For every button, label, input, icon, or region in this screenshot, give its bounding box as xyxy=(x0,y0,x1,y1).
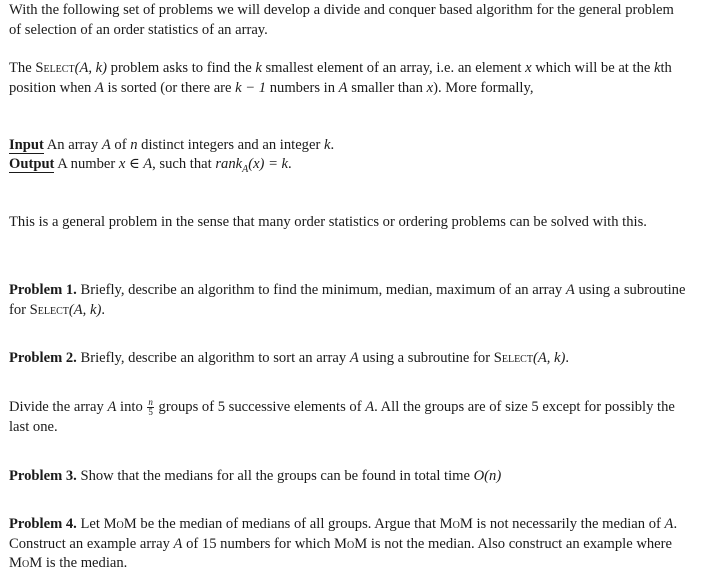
fraction-numerator: n xyxy=(148,397,153,408)
math: k xyxy=(255,60,262,76)
text: of 15 numbers for which xyxy=(182,535,335,552)
math: A xyxy=(664,516,674,532)
text: . xyxy=(330,137,335,153)
math: A xyxy=(365,399,375,415)
text: . Construct an example array xyxy=(9,516,678,552)
general-paragraph xyxy=(9,213,689,233)
output-label: Output xyxy=(9,156,55,172)
math: k xyxy=(654,60,661,76)
math: O(n) xyxy=(473,468,502,484)
text: The xyxy=(9,60,36,76)
output-line xyxy=(9,155,689,179)
fraction-denominator: 5 xyxy=(148,407,153,418)
math: A xyxy=(173,535,183,552)
math: A xyxy=(94,79,104,96)
mom-term: MoM xyxy=(9,555,43,571)
problem-4 xyxy=(9,515,689,574)
input-line xyxy=(9,136,689,156)
text: ). More formally, xyxy=(433,79,534,96)
select-term: Select xyxy=(29,301,69,318)
mom-term: MoM xyxy=(439,516,473,532)
text: using a subroutine for xyxy=(358,350,494,366)
math: A xyxy=(349,350,359,366)
mom-term: MoM xyxy=(103,516,137,532)
math: (x) = k xyxy=(248,156,289,172)
text: . All the groups are of size 5 except for possibly the last one. xyxy=(9,399,675,435)
text: Divide the array xyxy=(9,399,108,415)
text: be the median of medians of all groups. Argue that xyxy=(136,516,440,532)
text: . xyxy=(288,156,292,172)
math: rank xyxy=(215,156,243,172)
intro-paragraph xyxy=(9,1,689,40)
text: An array xyxy=(43,137,102,153)
text: problem asks to find the xyxy=(107,60,256,76)
text: is not necessarily the median of xyxy=(472,516,665,532)
math: A xyxy=(101,137,111,153)
math: k − 1 xyxy=(235,79,267,96)
text: distinct integers and an integer xyxy=(137,137,324,153)
select-term: Select xyxy=(493,350,533,366)
text: is not the median. Also construct an example where xyxy=(367,535,672,552)
math: (A, k) xyxy=(532,350,566,366)
text: Show that the medians for all the groups can be found in total time xyxy=(76,468,474,484)
problem-label: Problem 2. xyxy=(9,350,77,366)
input-label: Input xyxy=(9,137,44,153)
text: A number xyxy=(54,156,119,172)
general-text: This is a general problem in the sense that many order statistics or ordering problems can be solved with this. xyxy=(9,214,647,230)
text: . xyxy=(565,350,570,366)
text: . xyxy=(101,301,105,318)
math: x xyxy=(525,60,532,76)
select-term: Select xyxy=(35,60,75,76)
text: smallest element of an array, i.e. an element xyxy=(261,60,526,76)
problem-label: Problem 4. xyxy=(9,516,77,532)
math: (A, k) xyxy=(68,301,102,318)
problem-3 xyxy=(9,467,689,487)
math: k xyxy=(323,137,331,153)
text: is sorted (or there are xyxy=(103,79,236,96)
math: A xyxy=(565,282,575,298)
text: is the median. xyxy=(42,555,128,571)
math: n xyxy=(130,137,138,153)
text: Let xyxy=(76,516,104,532)
intro-text: With the following set of problems we will develop a divide and conquer based algorithm for the general problem of selection of an order statistics of an array. xyxy=(9,2,674,38)
problem-label: Problem 1. xyxy=(9,282,77,298)
math: x xyxy=(426,79,434,96)
text: groups of 5 successive elements of xyxy=(154,399,366,415)
mom-term: MoM xyxy=(334,535,368,552)
math-subscript: A xyxy=(242,163,249,175)
problem-2 xyxy=(9,349,689,369)
text: , such that xyxy=(152,156,216,172)
problem-label: Problem 3. xyxy=(9,468,77,484)
text: th position when xyxy=(9,60,672,96)
math: (A, k) xyxy=(74,60,107,76)
math: A xyxy=(107,399,117,415)
math: A xyxy=(338,79,348,96)
text: numbers in xyxy=(266,79,339,96)
problem-1 xyxy=(9,281,689,320)
text: Briefly, describe an algorithm to sort an array xyxy=(76,350,350,366)
text: of xyxy=(110,137,131,153)
divide-paragraph xyxy=(9,398,689,437)
math: x ∈ A xyxy=(118,156,153,172)
select-definition-paragraph xyxy=(9,59,689,98)
text: using a subroutine for xyxy=(9,282,686,318)
fraction-n-over-5 xyxy=(147,398,154,417)
text: which will be at the xyxy=(531,60,654,76)
text: smaller than xyxy=(347,79,427,96)
text: Briefly, describe an algorithm to find the minimum, median, maximum of an array xyxy=(76,282,566,298)
text: into xyxy=(116,399,147,415)
